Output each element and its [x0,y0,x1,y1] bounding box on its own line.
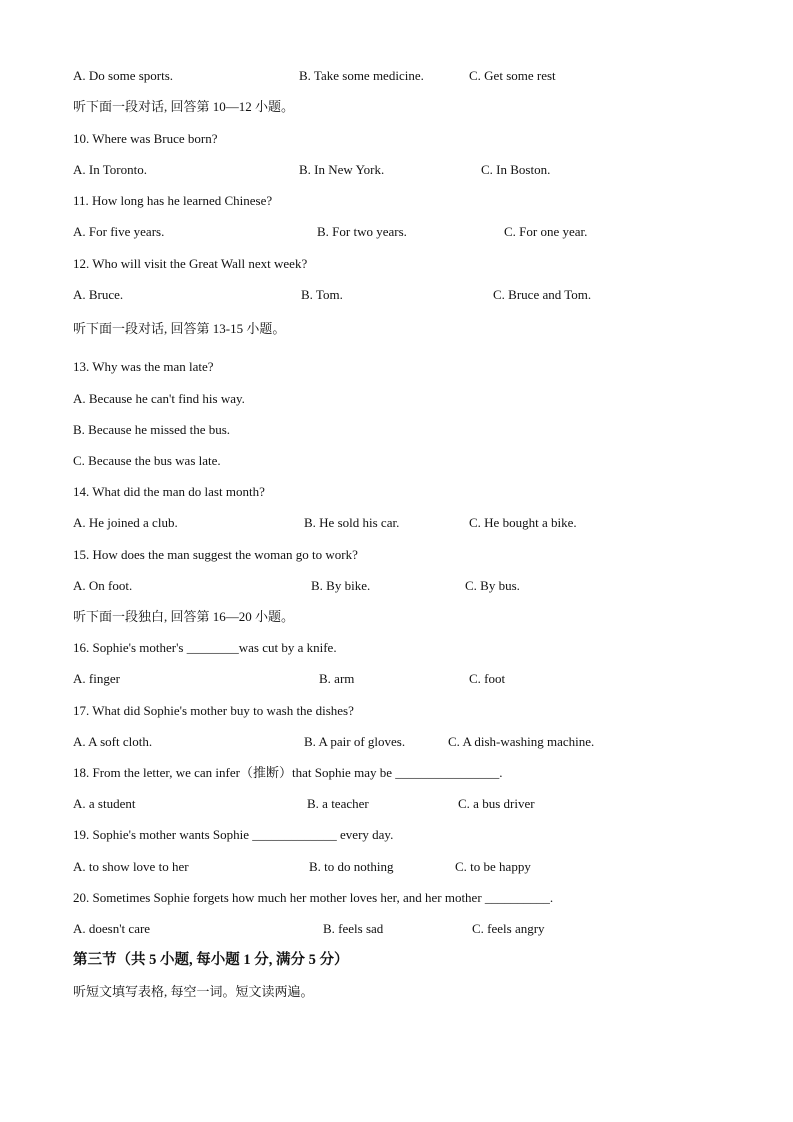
option-line: A. Because he can't find his way. [73,391,245,406]
option-line: B. Because he missed the bus. [73,422,231,437]
option-b: B. a teacher [307,796,369,811]
option-a: A. finger [73,671,120,686]
option-b: B. By bike. [311,578,371,593]
question-text: 13. Why was the man late? [73,359,214,374]
option-c: C. to be happy [455,859,531,874]
option-b: B. feels sad [323,921,384,936]
option-a: A. Do some sports. [73,68,174,83]
option-b: B. Tom. [301,287,343,302]
option-c: C. foot [469,671,506,686]
option-line: C. Because the bus was late. [73,453,221,468]
option-c: C. He bought a bike. [469,515,577,530]
option-a: A. A soft cloth. [73,734,153,749]
option-b: B. In New York. [299,162,385,177]
option-c: C. By bus. [465,578,520,593]
option-a: A. to show love to her [73,859,189,874]
option-a: A. a student [73,796,136,811]
option-c: C. For one year. [504,224,588,239]
option-a: A. He joined a club. [73,515,178,530]
section-heading: 第三节（共 5 小题, 每小题 1 分, 满分 5 分） [73,952,349,968]
option-a: A. doesn't care [73,921,151,936]
option-a: A. In Toronto. [73,162,147,177]
section-instruction: 听下面一段对话, 回答第 10—12 小题。 [73,99,295,114]
option-b: B. to do nothing [309,859,394,874]
option-c: C. In Boston. [481,162,551,177]
option-a: A. On foot. [73,578,133,593]
option-b: B. arm [319,671,355,686]
section-instruction: 听下面一段独白, 回答第 16—20 小题。 [73,609,295,624]
question-text: 12. Who will visit the Great Wall next week? [73,256,308,271]
question-text: 10. Where was Bruce born? [73,131,218,146]
section-instruction: 听短文填写表格, 每空一词。短文读两遍。 [73,984,314,999]
option-c: C. a bus driver [458,796,535,811]
option-c: C. A dish-washing machine. [448,734,595,749]
question-text: 18. From the letter, we can infer（推断）that Sophie may be ________________. [73,765,503,780]
question-text: 14. What did the man do last month? [73,484,265,499]
question-text: 11. How long has he learned Chinese? [73,193,273,208]
question-text: 16. Sophie's mother's ________was cut by a knife. [73,640,337,655]
question-text: 15. How does the man suggest the woman go to work? [73,547,358,562]
option-a: A. Bruce. [73,287,124,302]
option-c: C. feels angry [472,921,545,936]
question-text: 20. Sometimes Sophie forgets how much her mother loves her, and her mother __________. [73,890,554,905]
option-b: B. For two years. [317,224,407,239]
question-text: 17. What did Sophie's mother buy to wash the dishes? [73,703,354,718]
option-b: B. He sold his car. [304,515,400,530]
section-instruction: 听下面一段对话, 回答第 13-15 小题。 [73,321,286,336]
option-c: C. Bruce and Tom. [493,287,592,302]
option-b: B. Take some medicine. [299,68,424,83]
option-b: B. A pair of gloves. [304,734,406,749]
question-text: 19. Sophie's mother wants Sophie _____________ every day. [73,827,394,842]
option-c: C. Get some rest [469,68,556,83]
option-a: A. For five years. [73,224,165,239]
